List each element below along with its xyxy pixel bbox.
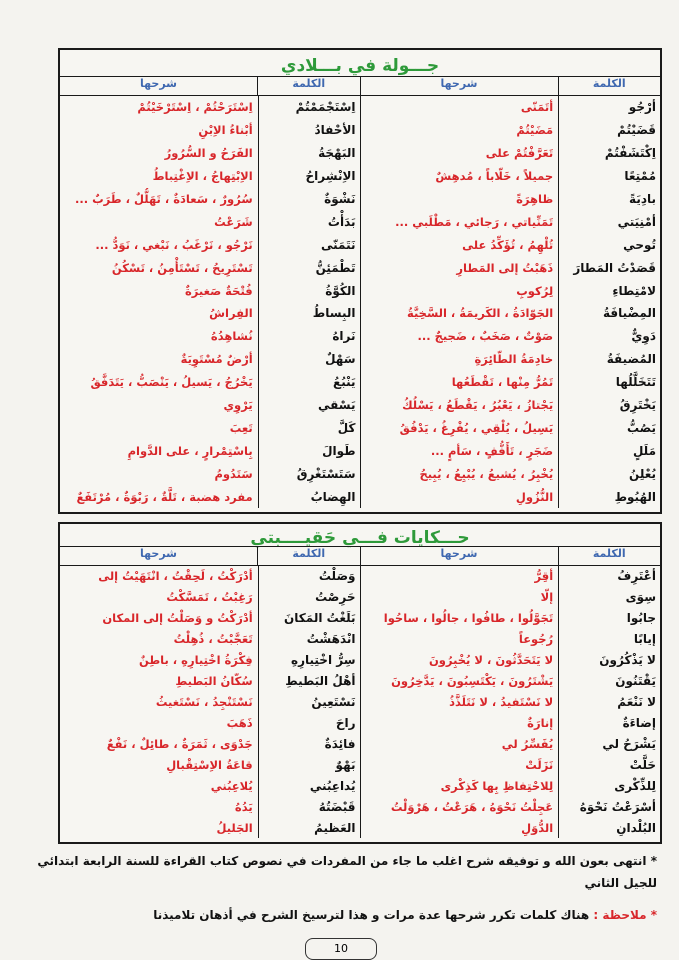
vocab-word: إضاءَةٌ xyxy=(558,712,660,733)
vocab-word: سِوَى xyxy=(558,587,660,608)
vocab-word: إيابًا xyxy=(558,629,660,650)
vocab-row xyxy=(60,671,360,692)
vocab-row xyxy=(60,188,360,211)
vocab-row xyxy=(60,142,360,165)
vocab-meaning: يَرْوِي xyxy=(223,398,253,413)
word-rows xyxy=(60,96,360,508)
left-column xyxy=(60,76,360,508)
vocab-meaning: تَسْتَرِيحُ ، تَسْتَأْمِنُ ، تَسْكُنُ xyxy=(111,260,253,275)
vocab-meaning: سُرُورٌ ، سَعادَةٌ ، تَهَلُّلٌ ، طَرَبٌ ... xyxy=(74,192,253,206)
column-header xyxy=(60,547,360,566)
vocab-meaning: اِسْتَرَحْتُمْ ، اِسْتَرْخَيْتُمْ xyxy=(137,100,253,115)
vocab-meaning: يَجْتازُ ، يَعْبُرُ ، يَقْطَعُ ، يَسْلُكُ xyxy=(402,398,554,413)
vocab-meaning: تَجَوَّلُوا ، طافُوا ، جالُوا ، ساحُوا xyxy=(383,611,554,626)
header-meaning: شرحها xyxy=(140,77,177,90)
vocab-meaning: رَغِبْتُ ، تَمَسَّكْتُ xyxy=(166,590,253,605)
vocab-word: سَتَسْتَغْرِقُ xyxy=(258,462,360,485)
column-header xyxy=(361,547,661,566)
vocab-meaning: تَعِبَ xyxy=(229,420,253,435)
word-rows xyxy=(361,566,661,838)
vocab-word: مَلَلٍ xyxy=(558,439,660,462)
vocab-meaning: تُلْهِمُ ، تُؤَكِّدُ على xyxy=(462,237,554,252)
header-meaning: شرحها xyxy=(440,77,478,90)
vocab-meaning: لا يَتَحَدَّثُونَ ، لا يُخْبِرُونَ xyxy=(428,653,554,668)
vocab-meaning: سَتَدُومُ xyxy=(214,466,253,481)
header-meaning: شرحها xyxy=(140,547,177,560)
vocab-word: بَلَغْتُ المَكانَ xyxy=(258,608,360,629)
vocab-word: بادِيَةً xyxy=(558,188,660,211)
vocab-word: حَلَّتْ xyxy=(558,754,660,775)
vocab-word: العَظيمُ xyxy=(258,817,360,838)
closing-note: * انتهى بعون الله و توفيقه شرح اغلب ما جاء من المفردات في نصوص كتاب القراءة للسنة الرابعة ابتدائي للجيل الثاني xyxy=(37,854,657,890)
vocab-row xyxy=(60,279,360,302)
vocab-word: طَوالَ xyxy=(258,439,360,462)
vocab-row xyxy=(361,348,661,371)
vocab-meaning: لِرُكوبِ xyxy=(516,283,554,298)
vocab-meaning: نَرْجُو ، نَرْغَبُ ، نَبْغي ، نَوَدُّ ... xyxy=(95,237,253,252)
word-rows xyxy=(361,96,661,508)
vocab-word: يَخْتَرِقُ xyxy=(558,394,660,417)
vocab-meaning: يُلاعِبُني xyxy=(210,778,253,793)
vocab-meaning: تَمُرُّ مِنْها ، تَقْطَعُها xyxy=(451,375,554,390)
vocab-row xyxy=(60,587,360,608)
vocab-word: يَشْرَحُ لي xyxy=(558,733,660,754)
header-meaning: شرحها xyxy=(440,547,478,560)
vocab-word: تَطْمَئِنُّ xyxy=(258,256,360,279)
vocab-meaning: عَجِلْتُ نَحْوَهُ ، هَرَعْتُ ، هَرْوَلْتُ xyxy=(390,799,554,814)
vocab-meaning: تَعَرَّفْتُمْ على xyxy=(485,146,554,161)
vocab-meaning: رُجُوعاً xyxy=(518,632,554,647)
vocab-row xyxy=(60,119,360,142)
vocab-row xyxy=(361,485,661,508)
vocab-meaning: ظاهِرَةً xyxy=(516,192,554,206)
vocab-row xyxy=(361,462,661,485)
vocab-row xyxy=(60,439,360,462)
vocab-row xyxy=(361,371,661,394)
vocab-meaning: شَرَعْتُ xyxy=(214,214,253,229)
page-number: 10 xyxy=(305,938,377,960)
vocab-row xyxy=(361,796,661,817)
vocab-meaning: سُكّانُ البَطيطِ xyxy=(175,674,253,689)
vocab-meaning: إلّا xyxy=(540,590,554,605)
vocab-meaning: خادِمَةُ الطّائِرَةِ xyxy=(474,352,554,367)
vocab-row xyxy=(60,165,360,188)
vocab-meaning: يَدُهُ xyxy=(234,799,253,814)
vocab-word: دَوِيٌّ xyxy=(558,325,660,348)
vocab-meaning: لِلاحْتِفاظِ بِها كَذِكْرى xyxy=(440,778,554,793)
vocab-row xyxy=(361,119,661,142)
vocab-meaning: الجَليلُ xyxy=(216,820,253,835)
remark-text: هناك كلمات تكرر شرحها عدة مرات و هذا لترسيخ الشرح في أذهان تلاميذنا xyxy=(153,908,590,922)
vocab-word: لا نَنْعَمُ xyxy=(558,692,660,713)
vocab-word: مُمْتِعًا xyxy=(558,165,660,188)
vocab-meaning: لا نَسْتَفيدُ ، لا نَتَلَذَّذُ xyxy=(449,694,554,709)
vocab-word: قَصَدْتُ المَطارَ xyxy=(558,256,660,279)
vocab-word: البُلْدانِ xyxy=(558,817,660,838)
vocab-word: نَشْوَةٌ xyxy=(258,188,360,211)
vocab-row xyxy=(60,754,360,775)
vocab-meaning: نُشاهِدُهُ xyxy=(210,329,253,344)
vocab-meaning: فِكْرَةُ اخْتِيارِهِ ، باطِنٌ xyxy=(138,653,253,668)
vocab-meaning: الفَرَحُ و السُّرُورُ xyxy=(164,146,253,161)
vocab-word: وَصَلْتُ xyxy=(258,566,360,587)
vocab-row xyxy=(361,394,661,417)
vocab-word: سَهْلٌ xyxy=(258,348,360,371)
vocab-word: يَصُبُّ xyxy=(558,416,660,439)
vocab-word: الهِضابُ xyxy=(258,485,360,508)
vocab-meaning: فُتْحَةٌ صَغيرَةٌ xyxy=(184,283,253,298)
vocab-meaning: الفِراشُ xyxy=(209,306,253,321)
vocab-row xyxy=(361,712,661,733)
vocab-meaning: الاِبْتِهاجُ ، الاِغْتِباطُ xyxy=(152,169,253,184)
vocab-meaning: مَضَيْتُمْ xyxy=(516,123,554,138)
vocab-word: راحَ xyxy=(258,712,360,733)
vocab-row xyxy=(361,566,661,587)
vocab-row xyxy=(361,817,661,838)
vocab-row xyxy=(361,629,661,650)
vocab-row xyxy=(60,233,360,256)
vocab-word: اِكْتَشَفْتُمْ xyxy=(558,142,660,165)
vocab-word: جابُوا xyxy=(558,608,660,629)
vocab-meaning: مفرد هضبة ، تَلَّةٌ ، رَبْوَةٌ ، مُرْتَفَعٌ xyxy=(76,489,253,504)
vocab-row xyxy=(361,587,661,608)
vocab-row xyxy=(361,233,661,256)
vocab-row xyxy=(60,210,360,233)
vocab-word: نَسْتَعِينُ xyxy=(258,692,360,713)
vocab-row xyxy=(60,325,360,348)
vocab-meaning: نَزَلَتْ xyxy=(525,757,554,772)
vocab-table-section-1 xyxy=(58,48,662,514)
vocab-meaning: أقِرُّ xyxy=(534,569,554,584)
vocab-row xyxy=(361,142,661,165)
vocab-word: فائِدَةٌ xyxy=(258,733,360,754)
vocab-word: أهْلُ البَطيطِ xyxy=(258,671,360,692)
vocab-word: تَتَخَلَّلُها xyxy=(558,371,660,394)
vocab-meaning: نَسْتَنْجِدُ ، نَسْتَغيثُ xyxy=(155,694,253,709)
vocab-row xyxy=(60,394,360,417)
column-header xyxy=(60,77,360,96)
vocab-word: حَرِصْتُ xyxy=(258,587,360,608)
vocab-table-section-2 xyxy=(58,522,662,844)
vocab-word: البَهْجَةُ xyxy=(258,142,360,165)
vocab-row xyxy=(361,325,661,348)
section-title: حـــكايات فـــي حَقيــــبتي xyxy=(250,528,470,548)
vocab-word: المِضْيافَةُ xyxy=(558,302,660,325)
remark-note xyxy=(27,908,657,922)
remark-label: * ملاحظة : xyxy=(593,908,657,922)
vocab-word: الهُبُوطِ xyxy=(558,485,660,508)
vocab-meaning: إنارَةٌ xyxy=(527,715,554,730)
vocab-word: الأحْفادُ xyxy=(258,119,360,142)
vocab-row xyxy=(361,210,661,233)
vocab-meaning: أرْضٌ مُسْتَوِيَةٌ xyxy=(180,352,253,367)
vocab-word: أرْجُو xyxy=(558,96,660,119)
vocab-word: أسْرَعْتُ نَحْوَهُ xyxy=(558,796,660,817)
left-column xyxy=(60,546,360,838)
vocab-meaning: الدُّوَلِ xyxy=(521,820,554,835)
vocab-word: اِسْتَجْمَمْتُمْ xyxy=(258,96,360,119)
vocab-meaning: تَمَنِّياتي ، رَجائي ، مَطْلَبي ... xyxy=(395,214,554,229)
vocab-word: بَهْوٌ xyxy=(258,754,360,775)
vocab-row xyxy=(361,692,661,713)
vocab-row xyxy=(361,754,661,775)
vocab-meaning: قاعَةُ الاِسْتِقْبالِ xyxy=(166,757,253,772)
vocab-row xyxy=(361,650,661,671)
vocab-row xyxy=(60,416,360,439)
vocab-meaning: الجَوّادَةُ ، الكَريمَةُ ، السَّخِيَّةُ xyxy=(407,306,554,321)
vocab-row xyxy=(60,566,360,587)
vocab-word: البِساطُ xyxy=(258,302,360,325)
right-column xyxy=(360,76,661,508)
vocab-meaning: ضَجَرٍ ، تَأَفُّفٍ ، سَأمٍ ... xyxy=(430,443,554,458)
vocab-row xyxy=(361,96,661,119)
vocab-word: المُضيفَةُ xyxy=(558,348,660,371)
vocab-row xyxy=(361,165,661,188)
header-word: الكلمة xyxy=(257,547,360,565)
vocab-row xyxy=(361,608,661,629)
vocab-row xyxy=(60,462,360,485)
vocab-word: نَتَمَنّى xyxy=(258,233,360,256)
vocab-meaning: بِاسْتِمْرارٍ ، على الدَّوامِ xyxy=(127,443,253,458)
vocab-meaning: أبْناءُ الاِبْنِ xyxy=(198,123,253,138)
vocab-word: يَنْبُعُ xyxy=(258,371,360,394)
vocab-meaning: النُّزُولِ xyxy=(515,489,554,504)
vocab-row xyxy=(361,279,661,302)
vocab-meaning: صَوْتٌ ، صَخَبٌ ، ضَجيجٌ ... xyxy=(417,329,554,344)
vocab-row xyxy=(60,348,360,371)
vocab-meaning: يَشْتَرُونَ ، يَكْتَسِبُونَ ، يَدَّخِرُونَ xyxy=(391,674,554,689)
vocab-word: نَراهُ xyxy=(258,325,360,348)
vocab-word: أمْنِيَتي xyxy=(558,210,660,233)
vocab-row xyxy=(361,733,661,754)
vocab-row xyxy=(60,650,360,671)
vocab-meaning: ذَهَبَ xyxy=(226,715,253,730)
vocab-word: لِلذِّكْرى xyxy=(558,775,660,796)
vocab-row xyxy=(361,775,661,796)
vocab-meaning: أتَمَنّى xyxy=(520,100,554,115)
vocab-row xyxy=(60,302,360,325)
vocab-word: لامْتِطاءِ xyxy=(558,279,660,302)
header-word: الكلمة xyxy=(558,547,661,565)
vocab-meaning: أدْرَكْتُ و وَصَلْتُ إلى المكان xyxy=(102,611,253,626)
vocab-row xyxy=(361,188,661,211)
vocab-word: يَسْقي xyxy=(258,394,360,417)
vocab-meaning: يُخْبِرُ ، يُشيعُ ، يُبْيِعُ ، يُبِيحُ xyxy=(419,466,554,481)
word-rows xyxy=(60,566,360,838)
vocab-word: قَبْضَتُهُ xyxy=(258,796,360,817)
vocab-word: يُداعِبُني xyxy=(258,775,360,796)
vocab-meaning: ذَهَبْتُ إلى المَطارِ xyxy=(456,260,554,275)
vocab-meaning: جميلاً ، خَلّاباً ، مُدهِشٌ xyxy=(435,169,554,184)
vocab-word: الاِنْشِراحُ xyxy=(258,165,360,188)
vocab-word: تُوحي xyxy=(558,233,660,256)
vocab-row xyxy=(361,302,661,325)
vocab-meaning: يُفَسِّرُ لي xyxy=(501,736,554,751)
vocab-row xyxy=(60,608,360,629)
vocab-row xyxy=(361,256,661,279)
vocab-word: يَقْتَنُونَ xyxy=(558,671,660,692)
vocab-word: بَدَأْتُ xyxy=(258,210,360,233)
vocab-row xyxy=(60,485,360,508)
header-word: الكلمة xyxy=(257,77,360,95)
vocab-word: لا يَذْكُرُونَ xyxy=(558,650,660,671)
vocab-row xyxy=(60,256,360,279)
column-header xyxy=(361,77,661,96)
vocab-row xyxy=(60,371,360,394)
vocab-meaning: يَخْرُجُ ، يَسيلُ ، يَنْصَبُّ ، يَتَدَفَّقُ xyxy=(90,375,253,390)
vocab-row xyxy=(361,416,661,439)
vocab-row xyxy=(60,629,360,650)
vocab-row xyxy=(60,775,360,796)
vocab-row xyxy=(361,439,661,462)
section-title: جـــولة في بـــلادي xyxy=(280,56,440,76)
header-word: الكلمة xyxy=(558,77,661,95)
vocab-row xyxy=(60,733,360,754)
vocab-meaning: تَعَجَّبْتُ ، ذُهِلْتُ xyxy=(173,632,253,647)
vocab-word: كَلَّ xyxy=(258,416,360,439)
vocab-row xyxy=(361,671,661,692)
vocab-word: الكُوَّةُ xyxy=(258,279,360,302)
vocab-row xyxy=(60,96,360,119)
vocab-meaning: جَدْوَى ، ثَمَرَةٌ ، طائِلٌ ، نَفْعٌ xyxy=(106,736,253,751)
vocab-word: قَضَيْتُمْ xyxy=(558,119,660,142)
vocab-meaning: يَسِيلُ ، يُلْقِي ، يُفْرِغُ ، يَدْفُقُ xyxy=(399,420,554,435)
vocab-word: سِرُّ اخْتِيارِهِ xyxy=(258,650,360,671)
vocab-word: أعْتَرِفُ xyxy=(558,566,660,587)
vocab-row xyxy=(60,692,360,713)
vocab-meaning: أدْرَكْتُ ، لَحِقْتُ ، انْتَهَيْتُ إلى xyxy=(98,569,253,584)
vocab-row xyxy=(60,712,360,733)
vocab-word: يُعْلِنُ xyxy=(558,462,660,485)
vocab-word: انْدَهَشْتُ xyxy=(258,629,360,650)
right-column xyxy=(360,546,661,838)
vocab-row xyxy=(60,796,360,817)
vocab-row xyxy=(60,817,360,838)
